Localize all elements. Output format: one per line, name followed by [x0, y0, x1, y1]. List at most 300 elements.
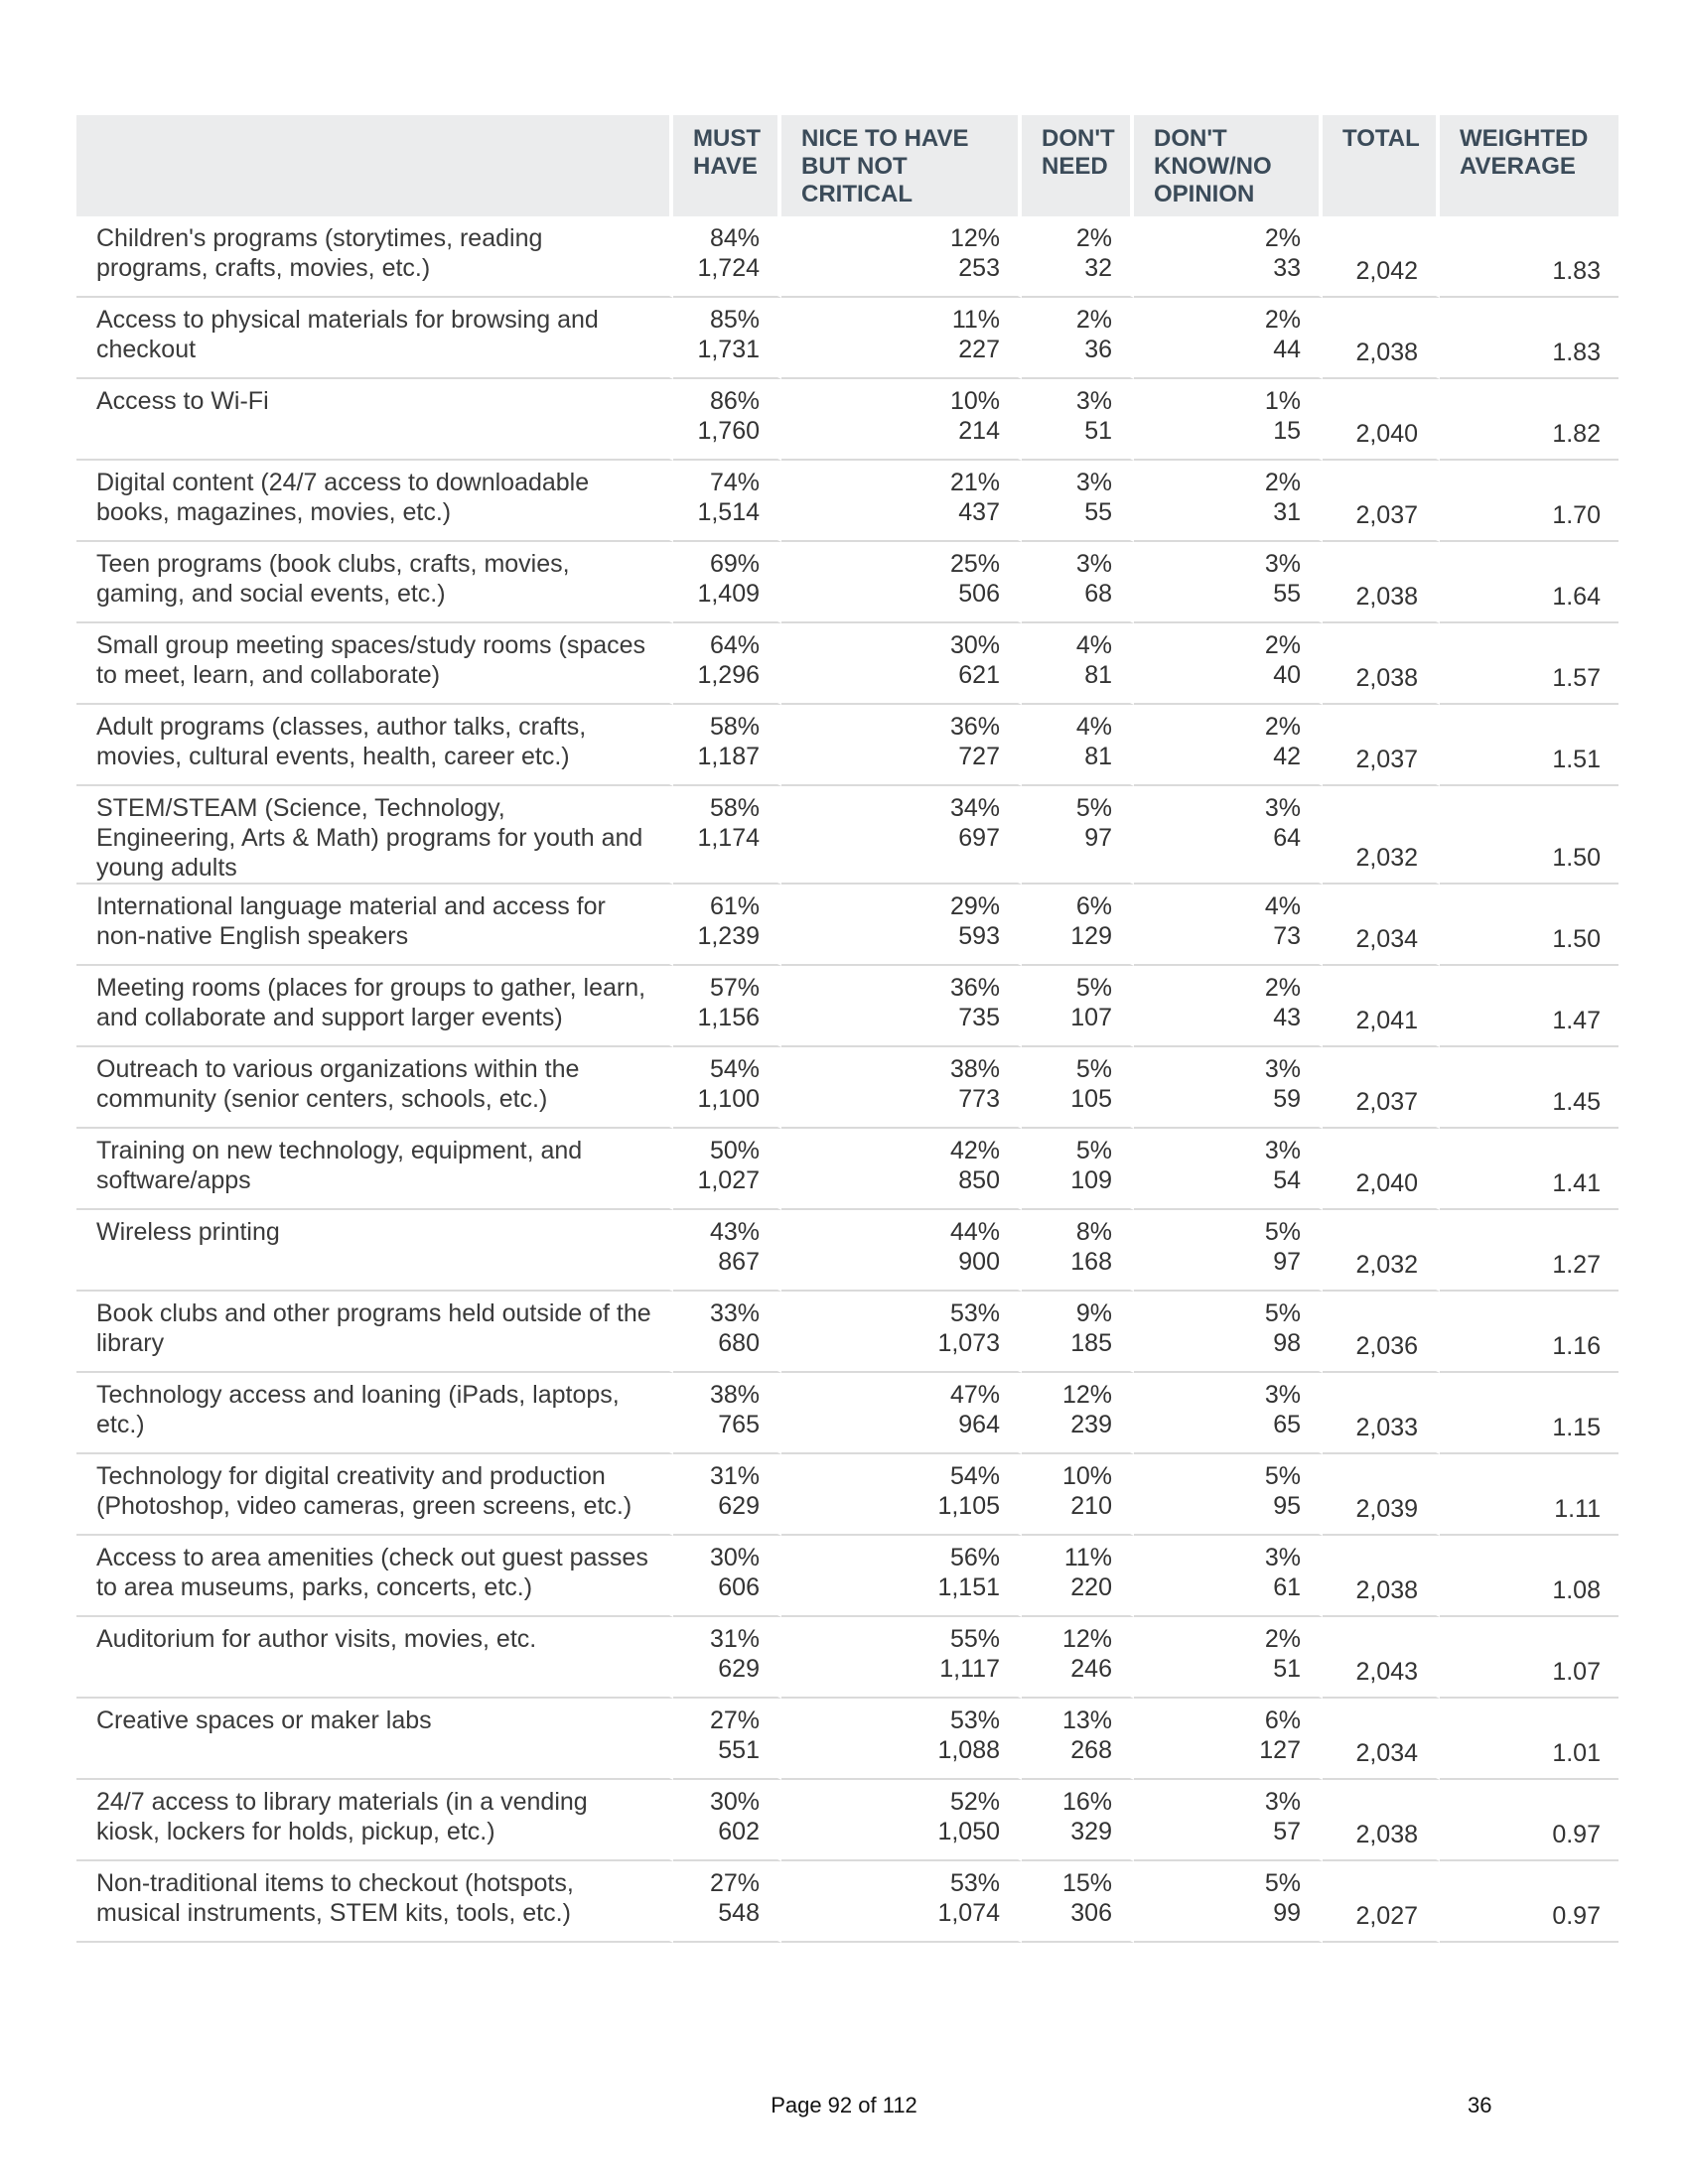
dont-know-percent: 3% — [1264, 1055, 1301, 1083]
must-have-percent: 54% — [709, 1055, 760, 1083]
must-have-cell — [673, 1617, 781, 1699]
total-cell: 2,034 — [1323, 1699, 1440, 1780]
dont-know-cell — [1134, 461, 1323, 542]
weighted-average-cell: 1.16 — [1440, 1292, 1618, 1373]
dont-need-percent: 5% — [1075, 794, 1112, 822]
weighted-average-cell: 1.50 — [1440, 786, 1618, 885]
dont-know-cell — [1134, 379, 1323, 461]
must-have-percent: 31% — [709, 1462, 760, 1490]
total-cell: 2,038 — [1323, 1536, 1440, 1617]
must-have-count: 1,027 — [697, 1166, 760, 1194]
dont-know-percent: 3% — [1264, 1137, 1301, 1164]
nice-to-have-percent: 53% — [949, 1299, 1000, 1327]
must-have-cell — [673, 1129, 781, 1210]
must-have-percent: 86% — [709, 387, 760, 415]
dont-know-cell — [1134, 216, 1323, 298]
dont-know-cell — [1134, 1699, 1323, 1780]
row-label: Non-traditional items to checkout (hotspots, musical instruments, STEM kits, tools, etc.) — [76, 1861, 673, 1943]
dont-know-percent: 3% — [1264, 1788, 1301, 1816]
total-cell: 2,038 — [1323, 623, 1440, 705]
nice-to-have-cell — [781, 1699, 1022, 1780]
row-label: Meeting rooms (places for groups to gather, learn, and collaborate and support larger events) — [76, 966, 673, 1047]
weighted-average-cell: 1.64 — [1440, 542, 1618, 623]
row-label: Access to area amenities (check out guest passes to area museums, parks, concerts, etc.) — [76, 1536, 673, 1617]
table-header — [76, 115, 1618, 216]
must-have-count: 867 — [718, 1248, 760, 1276]
nice-to-have-count: 735 — [958, 1004, 1000, 1031]
dont-need-percent: 12% — [1061, 1625, 1112, 1653]
dont-know-count: 40 — [1273, 661, 1301, 689]
dont-know-count: 98 — [1273, 1329, 1301, 1357]
nice-to-have-percent: 42% — [949, 1137, 1000, 1164]
dont-need-count: 81 — [1084, 743, 1112, 770]
dont-know-percent: 3% — [1264, 1381, 1301, 1409]
dont-need-cell — [1022, 623, 1134, 705]
must-have-count: 548 — [718, 1899, 760, 1927]
must-have-count: 629 — [718, 1655, 760, 1683]
table-row — [76, 298, 1618, 379]
weighted-average-cell: 1.83 — [1440, 298, 1618, 379]
nice-to-have-count: 1,088 — [937, 1736, 1000, 1764]
dont-know-cell — [1134, 786, 1323, 885]
nice-to-have-percent: 25% — [949, 550, 1000, 578]
nice-to-have-count: 593 — [958, 922, 1000, 950]
row-label: Creative spaces or maker labs — [76, 1699, 673, 1780]
table-row — [76, 461, 1618, 542]
must-have-percent: 27% — [709, 1706, 760, 1734]
nice-to-have-percent: 30% — [949, 631, 1000, 659]
dont-know-percent: 3% — [1264, 1544, 1301, 1571]
dont-know-count: 73 — [1273, 922, 1301, 950]
table-row — [76, 885, 1618, 966]
dont-know-percent: 5% — [1264, 1299, 1301, 1327]
row-label: Children's programs (storytimes, reading programs, crafts, movies, etc.) — [76, 216, 673, 298]
nice-to-have-count: 1,105 — [937, 1492, 1000, 1520]
total-cell: 2,032 — [1323, 1210, 1440, 1292]
weighted-average-cell: 1.50 — [1440, 885, 1618, 966]
must-have-cell — [673, 1210, 781, 1292]
must-have-percent: 61% — [709, 892, 760, 920]
dont-need-percent: 3% — [1075, 387, 1112, 415]
page-number: 36 — [1468, 2093, 1492, 2117]
dont-need-percent: 12% — [1061, 1381, 1112, 1409]
nice-to-have-count: 437 — [958, 498, 1000, 526]
nice-to-have-cell — [781, 1292, 1022, 1373]
header-total: TOTAL — [1323, 115, 1440, 216]
must-have-percent: 33% — [709, 1299, 760, 1327]
dont-know-count: 44 — [1273, 336, 1301, 363]
dont-need-count: 55 — [1084, 498, 1112, 526]
nice-to-have-count: 227 — [958, 336, 1000, 363]
dont-need-count: 68 — [1084, 580, 1112, 608]
survey-results-table — [76, 115, 1618, 1943]
dont-know-percent: 2% — [1264, 1625, 1301, 1653]
nice-to-have-percent: 38% — [949, 1055, 1000, 1083]
nice-to-have-percent: 44% — [949, 1218, 1000, 1246]
table-row — [76, 966, 1618, 1047]
nice-to-have-cell — [781, 1210, 1022, 1292]
dont-need-cell — [1022, 1861, 1134, 1943]
table-row — [76, 216, 1618, 298]
dont-need-cell — [1022, 1454, 1134, 1536]
nice-to-have-cell — [781, 298, 1022, 379]
dont-need-count: 51 — [1084, 417, 1112, 445]
must-have-cell — [673, 379, 781, 461]
nice-to-have-cell — [781, 786, 1022, 885]
must-have-percent: 50% — [709, 1137, 760, 1164]
total-cell: 2,041 — [1323, 966, 1440, 1047]
must-have-percent: 69% — [709, 550, 760, 578]
nice-to-have-cell — [781, 705, 1022, 786]
dont-need-percent: 3% — [1075, 469, 1112, 496]
nice-to-have-percent: 55% — [949, 1625, 1000, 1653]
must-have-cell — [673, 1047, 781, 1129]
must-have-cell — [673, 1699, 781, 1780]
must-have-cell — [673, 1454, 781, 1536]
total-cell: 2,043 — [1323, 1617, 1440, 1699]
dont-need-cell — [1022, 1780, 1134, 1861]
weighted-average-cell: 1.15 — [1440, 1373, 1618, 1454]
nice-to-have-cell — [781, 966, 1022, 1047]
dont-need-percent: 4% — [1075, 713, 1112, 741]
dont-know-cell — [1134, 1292, 1323, 1373]
nice-to-have-percent: 12% — [949, 224, 1000, 252]
must-have-cell — [673, 705, 781, 786]
total-cell: 2,037 — [1323, 1047, 1440, 1129]
dont-need-cell — [1022, 1617, 1134, 1699]
dont-know-cell — [1134, 298, 1323, 379]
dont-know-count: 59 — [1273, 1085, 1301, 1113]
nice-to-have-count: 964 — [958, 1411, 1000, 1438]
dont-know-cell — [1134, 885, 1323, 966]
must-have-count: 1,409 — [697, 580, 760, 608]
weighted-average-cell: 1.47 — [1440, 966, 1618, 1047]
row-label: Technology access and loaning (iPads, laptops, etc.) — [76, 1373, 673, 1454]
dont-need-cell — [1022, 379, 1134, 461]
nice-to-have-count: 773 — [958, 1085, 1000, 1113]
must-have-cell — [673, 461, 781, 542]
dont-need-cell — [1022, 966, 1134, 1047]
weighted-average-cell: 1.51 — [1440, 705, 1618, 786]
dont-need-count: 105 — [1070, 1085, 1112, 1113]
must-have-cell — [673, 542, 781, 623]
dont-need-percent: 5% — [1075, 1137, 1112, 1164]
dont-need-cell — [1022, 298, 1134, 379]
table-row — [76, 1129, 1618, 1210]
dont-need-count: 129 — [1070, 922, 1112, 950]
dont-know-count: 127 — [1259, 1736, 1301, 1764]
row-label: Teen programs (book clubs, crafts, movies, gaming, and social events, etc.) — [76, 542, 673, 623]
dont-know-percent: 2% — [1264, 306, 1301, 334]
nice-to-have-cell — [781, 461, 1022, 542]
must-have-percent: 31% — [709, 1625, 760, 1653]
must-have-percent: 30% — [709, 1544, 760, 1571]
dont-know-count: 65 — [1273, 1411, 1301, 1438]
nice-to-have-cell — [781, 379, 1022, 461]
total-cell: 2,036 — [1323, 1292, 1440, 1373]
dont-need-cell — [1022, 1536, 1134, 1617]
dont-need-percent: 5% — [1075, 1055, 1112, 1083]
table-row — [76, 1861, 1618, 1943]
dont-know-cell — [1134, 623, 1323, 705]
dont-know-percent: 2% — [1264, 974, 1301, 1002]
must-have-count: 1,156 — [697, 1004, 760, 1031]
must-have-percent: 43% — [709, 1218, 760, 1246]
dont-need-count: 81 — [1084, 661, 1112, 689]
dont-need-count: 329 — [1070, 1818, 1112, 1845]
dont-know-count: 61 — [1273, 1573, 1301, 1601]
weighted-average-cell: 1.70 — [1440, 461, 1618, 542]
dont-know-count: 15 — [1273, 417, 1301, 445]
must-have-cell — [673, 298, 781, 379]
dont-need-percent: 13% — [1061, 1706, 1112, 1734]
nice-to-have-cell — [781, 885, 1022, 966]
dont-need-count: 109 — [1070, 1166, 1112, 1194]
dont-know-count: 51 — [1273, 1655, 1301, 1683]
row-label: Technology for digital creativity and production (Photoshop, video cameras, green screens, etc.) — [76, 1454, 673, 1536]
dont-need-cell — [1022, 216, 1134, 298]
dont-need-cell — [1022, 542, 1134, 623]
weighted-average-cell: 1.41 — [1440, 1129, 1618, 1210]
total-cell: 2,040 — [1323, 379, 1440, 461]
must-have-percent: 27% — [709, 1869, 760, 1897]
dont-need-count: 185 — [1070, 1329, 1112, 1357]
must-have-count: 765 — [718, 1411, 760, 1438]
table-row — [76, 1617, 1618, 1699]
must-have-count: 1,100 — [697, 1085, 760, 1113]
dont-know-percent: 2% — [1264, 224, 1301, 252]
table-row — [76, 1454, 1618, 1536]
total-cell: 2,039 — [1323, 1454, 1440, 1536]
weighted-average-cell: 1.11 — [1440, 1454, 1618, 1536]
row-label: Outreach to various organizations within the community (senior centers, schools, etc.) — [76, 1047, 673, 1129]
total-cell: 2,038 — [1323, 298, 1440, 379]
must-have-percent: 84% — [709, 224, 760, 252]
dont-know-percent: 5% — [1264, 1218, 1301, 1246]
dont-know-count: 33 — [1273, 254, 1301, 282]
table-row — [76, 786, 1618, 885]
table-row — [76, 1292, 1618, 1373]
dont-need-cell — [1022, 1699, 1134, 1780]
nice-to-have-count: 1,151 — [937, 1573, 1000, 1601]
nice-to-have-percent: 36% — [949, 713, 1000, 741]
dont-need-cell — [1022, 1129, 1134, 1210]
row-label: Small group meeting spaces/study rooms (spaces to meet, learn, and collaborate) — [76, 623, 673, 705]
row-label: Auditorium for author visits, movies, etc. — [76, 1617, 673, 1699]
dont-need-percent: 2% — [1075, 306, 1112, 334]
dont-know-percent: 2% — [1264, 631, 1301, 659]
dont-know-cell — [1134, 542, 1323, 623]
dont-know-percent: 3% — [1264, 550, 1301, 578]
table-row — [76, 542, 1618, 623]
dont-know-count: 54 — [1273, 1166, 1301, 1194]
dont-know-cell — [1134, 966, 1323, 1047]
must-have-percent: 85% — [709, 306, 760, 334]
row-label: 24/7 access to library materials (in a vending kiosk, lockers for holds, pickup, etc.) — [76, 1780, 673, 1861]
dont-know-cell — [1134, 1617, 1323, 1699]
dont-need-cell — [1022, 1210, 1134, 1292]
row-label: Book clubs and other programs held outside of the library — [76, 1292, 673, 1373]
nice-to-have-percent: 54% — [949, 1462, 1000, 1490]
must-have-cell — [673, 216, 781, 298]
dont-know-percent: 2% — [1264, 469, 1301, 496]
total-cell: 2,034 — [1323, 885, 1440, 966]
must-have-percent: 58% — [709, 794, 760, 822]
table-row — [76, 623, 1618, 705]
must-have-count: 1,174 — [697, 824, 760, 852]
weighted-average-cell: 1.83 — [1440, 216, 1618, 298]
must-have-count: 1,239 — [697, 922, 760, 950]
dont-need-percent: 4% — [1075, 631, 1112, 659]
page-label: Page 92 of 112 — [771, 2093, 917, 2117]
must-have-count: 602 — [718, 1818, 760, 1845]
nice-to-have-cell — [781, 1454, 1022, 1536]
must-have-cell — [673, 786, 781, 885]
dont-know-count: 55 — [1273, 580, 1301, 608]
must-have-count: 1,731 — [697, 336, 760, 363]
nice-to-have-percent: 36% — [949, 974, 1000, 1002]
dont-know-cell — [1134, 1129, 1323, 1210]
dont-know-cell — [1134, 1454, 1323, 1536]
total-cell: 2,042 — [1323, 216, 1440, 298]
row-label: Digital content (24/7 access to downloadable books, magazines, movies, etc.) — [76, 461, 673, 542]
weighted-average-cell: 1.27 — [1440, 1210, 1618, 1292]
dont-need-cell — [1022, 786, 1134, 885]
dont-need-percent: 11% — [1063, 1544, 1112, 1571]
table-row — [76, 705, 1618, 786]
dont-know-count: 95 — [1273, 1492, 1301, 1520]
must-have-count: 1,514 — [697, 498, 760, 526]
must-have-cell — [673, 1373, 781, 1454]
dont-know-count: 31 — [1273, 498, 1301, 526]
must-have-cell — [673, 1780, 781, 1861]
must-have-cell — [673, 623, 781, 705]
nice-to-have-percent: 56% — [949, 1544, 1000, 1571]
dont-need-percent: 5% — [1075, 974, 1112, 1002]
nice-to-have-percent: 21% — [949, 469, 1000, 496]
weighted-average-cell: 1.57 — [1440, 623, 1618, 705]
dont-need-count: 246 — [1070, 1655, 1112, 1683]
dont-need-percent: 6% — [1075, 892, 1112, 920]
must-have-percent: 38% — [709, 1381, 760, 1409]
nice-to-have-cell — [781, 1861, 1022, 1943]
nice-to-have-percent: 29% — [949, 892, 1000, 920]
table-body — [76, 216, 1618, 1943]
dont-need-cell — [1022, 1373, 1134, 1454]
weighted-average-cell: 1.07 — [1440, 1617, 1618, 1699]
nice-to-have-count: 621 — [958, 661, 1000, 689]
nice-to-have-cell — [781, 1047, 1022, 1129]
dont-know-percent: 5% — [1264, 1869, 1301, 1897]
dont-know-cell — [1134, 1861, 1323, 1943]
nice-to-have-cell — [781, 1617, 1022, 1699]
nice-to-have-count: 1,073 — [937, 1329, 1000, 1357]
must-have-percent: 30% — [709, 1788, 760, 1816]
dont-need-cell — [1022, 705, 1134, 786]
dont-need-percent: 3% — [1075, 550, 1112, 578]
table-row — [76, 1373, 1618, 1454]
must-have-cell — [673, 885, 781, 966]
must-have-cell — [673, 1292, 781, 1373]
weighted-average-cell: 0.97 — [1440, 1780, 1618, 1861]
must-have-count: 1,724 — [697, 254, 760, 282]
header-nice-to-have: NICE TO HAVE BUT NOT CRITICAL — [781, 115, 1022, 216]
nice-to-have-cell — [781, 1780, 1022, 1861]
nice-to-have-count: 850 — [958, 1166, 1000, 1194]
header-dont-need: DON'T NEED — [1022, 115, 1134, 216]
must-have-cell — [673, 1861, 781, 1943]
nice-to-have-percent: 52% — [949, 1788, 1000, 1816]
must-have-percent: 58% — [709, 713, 760, 741]
nice-to-have-count: 1,050 — [937, 1818, 1000, 1845]
dont-know-count: 42 — [1273, 743, 1301, 770]
nice-to-have-percent: 10% — [949, 387, 1000, 415]
weighted-average-cell: 1.45 — [1440, 1047, 1618, 1129]
dont-know-count: 97 — [1273, 1248, 1301, 1276]
dont-need-count: 32 — [1084, 254, 1112, 282]
dont-need-count: 239 — [1070, 1411, 1112, 1438]
dont-need-count: 107 — [1070, 1004, 1112, 1031]
header-weighted-average: WEIGHTED AVERAGE — [1440, 115, 1618, 216]
dont-need-percent: 2% — [1075, 224, 1112, 252]
row-label: Adult programs (classes, author talks, crafts, movies, cultural events, health, career etc.) — [76, 705, 673, 786]
row-label: Wireless printing — [76, 1210, 673, 1292]
dont-know-percent: 4% — [1264, 892, 1301, 920]
dont-need-count: 306 — [1070, 1899, 1112, 1927]
must-have-count: 1,760 — [697, 417, 760, 445]
nice-to-have-percent: 34% — [949, 794, 1000, 822]
table-row — [76, 1699, 1618, 1780]
dont-know-count: 64 — [1273, 824, 1301, 852]
dont-know-count: 57 — [1273, 1818, 1301, 1845]
header-item — [76, 115, 673, 216]
nice-to-have-count: 900 — [958, 1248, 1000, 1276]
nice-to-have-count: 697 — [958, 824, 1000, 852]
dont-know-cell — [1134, 1373, 1323, 1454]
weighted-average-cell: 1.08 — [1440, 1536, 1618, 1617]
nice-to-have-count: 1,117 — [939, 1655, 1000, 1683]
dont-know-count: 43 — [1273, 1004, 1301, 1031]
header-dont-know: DON'T KNOW/NO OPINION — [1134, 115, 1323, 216]
row-label: Access to physical materials for browsing and checkout — [76, 298, 673, 379]
dont-know-cell — [1134, 1536, 1323, 1617]
nice-to-have-cell — [781, 1129, 1022, 1210]
must-have-count: 629 — [718, 1492, 760, 1520]
dont-know-cell — [1134, 705, 1323, 786]
nice-to-have-cell — [781, 216, 1022, 298]
must-have-cell — [673, 966, 781, 1047]
row-label: International language material and access for non-native English speakers — [76, 885, 673, 966]
table-row — [76, 1536, 1618, 1617]
dont-know-percent: 5% — [1264, 1462, 1301, 1490]
must-have-count: 606 — [718, 1573, 760, 1601]
dont-know-percent: 6% — [1264, 1706, 1301, 1734]
total-cell: 2,038 — [1323, 1780, 1440, 1861]
must-have-percent: 74% — [709, 469, 760, 496]
weighted-average-cell: 1.82 — [1440, 379, 1618, 461]
dont-need-cell — [1022, 1047, 1134, 1129]
dont-know-cell — [1134, 1047, 1323, 1129]
total-cell: 2,027 — [1323, 1861, 1440, 1943]
header-row — [76, 115, 1618, 216]
nice-to-have-percent: 53% — [949, 1706, 1000, 1734]
table-row — [76, 1210, 1618, 1292]
dont-need-count: 168 — [1070, 1248, 1112, 1276]
dont-need-cell — [1022, 461, 1134, 542]
dont-need-count: 36 — [1084, 336, 1112, 363]
must-have-cell — [673, 1536, 781, 1617]
total-cell: 2,032 — [1323, 786, 1440, 885]
